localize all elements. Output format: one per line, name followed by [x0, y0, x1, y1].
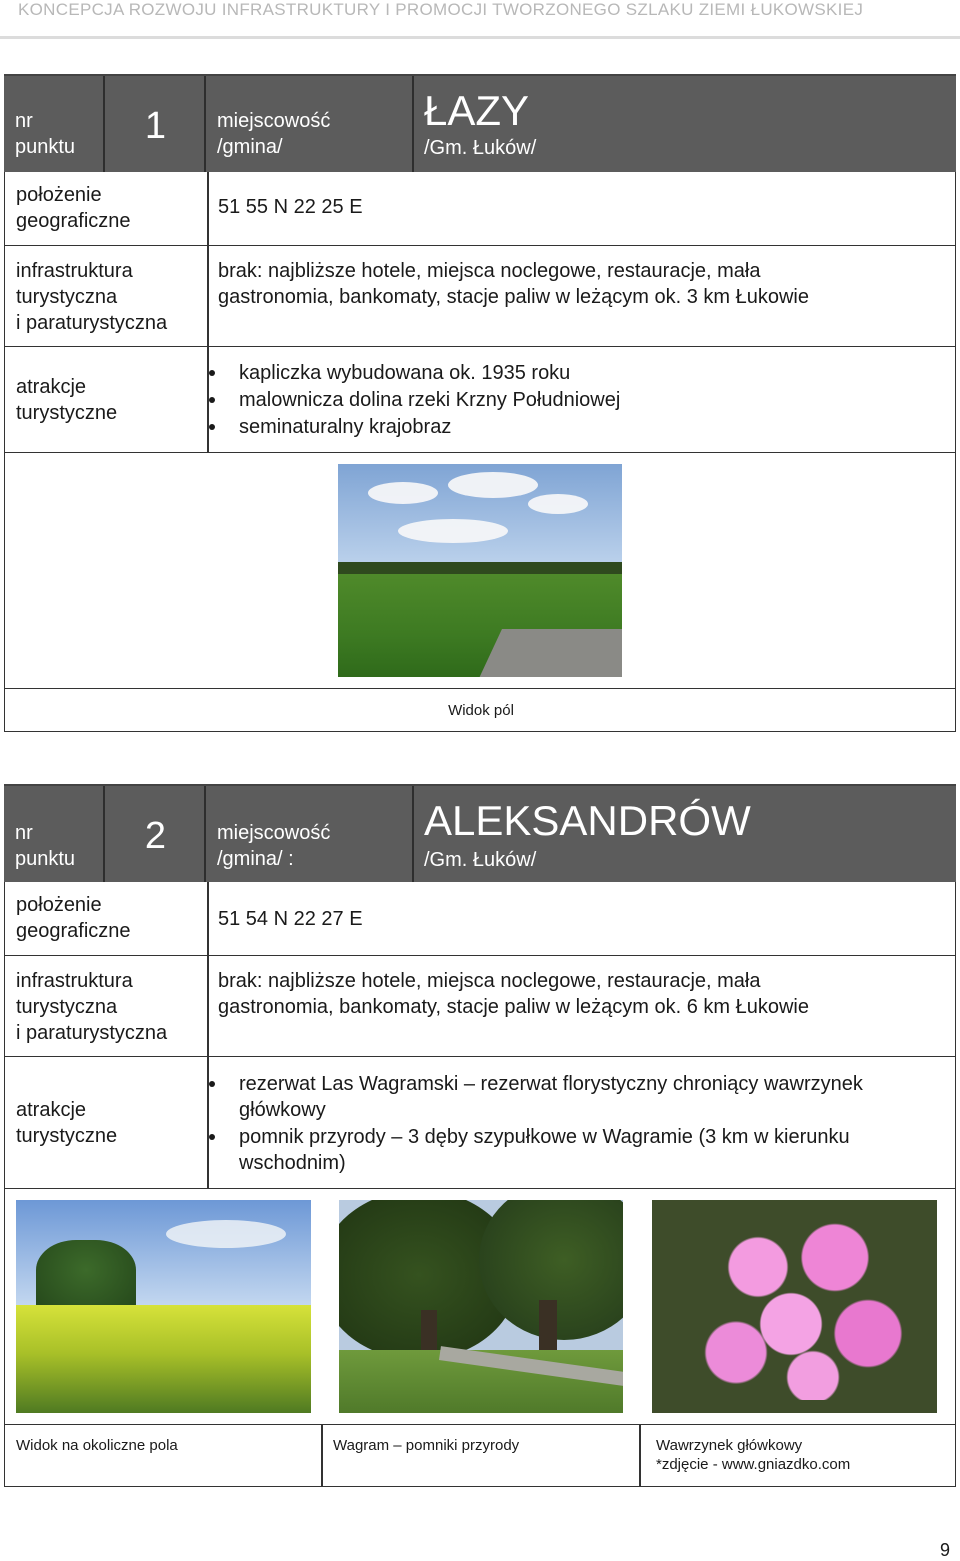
coordinates: 51 54 N 22 27 E [218, 908, 363, 930]
infrastructure-line-1: brak: najbliższe hotele, miejsca noclegowe, restauracje, mała [218, 260, 761, 282]
attractions-row [4, 1057, 956, 1189]
turystyczna-label: turystyczna [16, 286, 118, 308]
infrastructure-line-2: gastronomia, bankomaty, stacje paliw w leżącym ok. 3 km Łukowie [218, 286, 809, 308]
place-name: ALEKSANDRÓW [424, 797, 751, 844]
punktu-label: punktu [15, 848, 76, 870]
paraturystyczna-label: i paraturystyczna [16, 312, 168, 334]
nr-label: nr [15, 110, 33, 132]
turystyczne-label: turystyczne [16, 402, 118, 424]
gmina-label: /gmina/ : [217, 848, 294, 870]
place-gmina: /Gm. Łuków/ [424, 849, 537, 871]
turystyczne-label: turystyczne [16, 1125, 118, 1147]
document-header [0, 0, 960, 39]
location-row [4, 172, 956, 246]
card-header [4, 74, 956, 172]
list-item: kapliczka wybudowana ok. 1935 roku [219, 360, 620, 386]
place-gmina: /Gm. Łuków/ [424, 137, 537, 159]
turystyczna-label: turystyczna [16, 996, 118, 1018]
nr-label: nr [15, 822, 33, 844]
photo-row [4, 453, 956, 689]
punktu-label: punktu [15, 136, 76, 158]
caption-row [4, 689, 956, 732]
fields-photo [338, 464, 622, 677]
atrakcje-label: atrakcje [16, 1099, 87, 1121]
location-row [4, 882, 956, 956]
attractions-list [219, 1071, 939, 1177]
list-item: seminaturalny krajobraz [219, 414, 620, 440]
polozenie-label: położenie [16, 184, 102, 206]
photo-credit: *zdjęcie - www.gniazdko.com [656, 1456, 851, 1473]
list-item: malownicza dolina rzeki Krzny Południowej [219, 387, 620, 413]
daphne-flowers-photo [652, 1200, 937, 1413]
geograficzne-label: geograficzne [16, 920, 131, 942]
photo-caption: Wawrzynek główkowy [656, 1437, 803, 1454]
miejscowosc-label: miejscowość [217, 110, 331, 132]
infrastructure-row [4, 246, 956, 347]
place-name: ŁAZY [424, 87, 530, 134]
meadow-photo [16, 1200, 311, 1413]
list-item: rezerwat Las Wagramski – rezerwat florystyczny chroniący wawrzynek główkowy [219, 1071, 939, 1123]
infrastructure-line-2: gastronomia, bankomaty, stacje paliw w leżącym ok. 6 km Łukowie [218, 996, 809, 1018]
infrastructure-row [4, 956, 956, 1057]
oak-trees-photo [339, 1200, 623, 1413]
list-item: pomnik przyrody – 3 dęby szypułkowe w Wagramie (3 km w kierunku wschodnim) [219, 1124, 939, 1176]
photo-caption: Widok pól [448, 702, 514, 719]
caption-row [4, 1425, 956, 1487]
infrastructure-line-1: brak: najbliższe hotele, miejsca noclegowe, restauracje, mała [218, 970, 761, 992]
infrastruktura-label: infrastruktura [16, 970, 133, 992]
miejscowosc-label: miejscowość [217, 822, 331, 844]
attractions-row [4, 347, 956, 453]
coordinates: 51 55 N 22 25 E [218, 196, 363, 218]
gmina-label: /gmina/ [217, 136, 283, 158]
photo-row [4, 1189, 956, 1425]
infrastruktura-label: infrastruktura [16, 260, 133, 282]
polozenie-label: położenie [16, 894, 102, 916]
page-number: 9 [939, 1540, 950, 1560]
point-number: 1 [144, 105, 167, 147]
atrakcje-label: atrakcje [16, 376, 87, 398]
point-number: 2 [144, 815, 167, 857]
header-title: KONCEPCJA ROZWOJU INFRASTRUKTURY I PROMOCJI TWORZONEGO SZLAKU ZIEMI ŁUKOWSKIEJ [18, 0, 864, 19]
card-header [4, 784, 956, 882]
attractions-list [219, 360, 620, 441]
geograficzne-label: geograficzne [16, 210, 131, 232]
photo-caption: Wagram – pomniki przyrody [333, 1437, 520, 1454]
photo-caption: Widok na okoliczne pola [16, 1437, 178, 1454]
paraturystyczna-label: i paraturystyczna [16, 1022, 168, 1044]
